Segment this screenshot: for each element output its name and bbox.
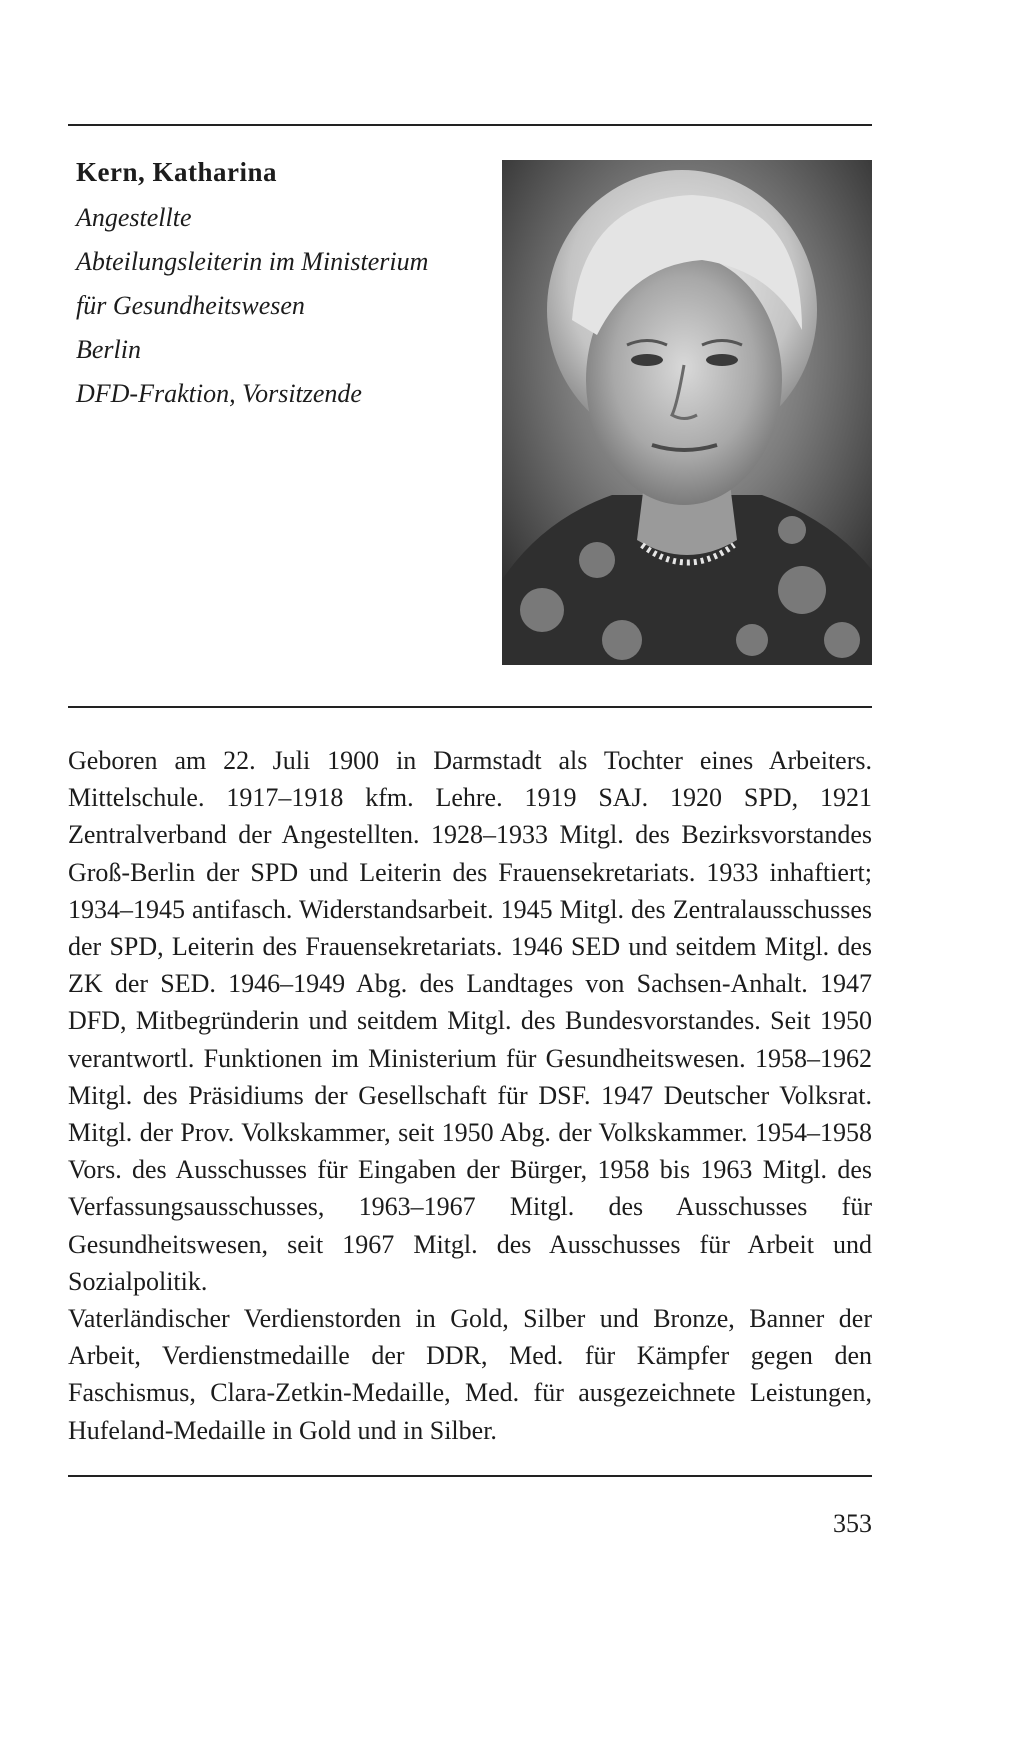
portrait-photo: [502, 160, 872, 665]
page-number: 353: [833, 1509, 872, 1538]
top-divider: [68, 124, 872, 126]
section-divider: [68, 706, 872, 708]
location: Berlin: [76, 335, 141, 364]
position-continued: für Gesundheitswesen: [76, 291, 305, 320]
position: Abteilungsleiterin im Ministerium: [76, 247, 429, 276]
biography-career-paragraph: Geboren am 22. Juli 1900 in Darmstadt als Tochter eines Arbeiters. Mittelschule. 1917–1918 kfm. Lehre. 1919 SAJ. 1920 SPD, 1921 Zentralverband der Angestellten. 1928–1933 Mitgl. des Bezirksvorstandes Groß-Berlin der SPD und Leiterin des Frauensekretariats. 1933 inhaftiert; 1934–1945 antifasch. Widerstandsarbeit. 1945 Mitgl. des Zentralausschusses der SPD, Leiterin des Frauensekretariats. 1946 SED und seitdem Mitgl. des ZK der SED. 1946–1949 Abg. des Landtages von Sachsen-Anhalt. 1947 DFD, Mitbegründerin und seitdem Mitgl. des Bundesvorstandes. Seit 1950 verantwortl. Funktionen im Ministerium für Gesundheitswesen. 1958–1962 Mitgl. des Präsidiums der Gesellschaft für DSF. 1947 Deutscher Volksrat. Mitgl. der Prov. Volkskammer, seit 1950 Abg. der Volkskammer. 1954–1958 Vors. des Ausschusses für Eingaben der Bürger, 1958 bis 1963 Mitgl. des Verfassungsausschusses, 1963–1967 Mitgl. des Ausschusses für Gesundheitswesen, seit 1967 Mitgl. des Ausschusses für Arbeit und Sozialpolitik.: [68, 746, 872, 1296]
faction: DFD-Fraktion, Vorsitzende: [76, 379, 362, 408]
entry-header: [76, 152, 486, 416]
bottom-divider: [68, 1475, 872, 1477]
biography-text: [68, 742, 872, 1449]
person-name: Kern, Katharina: [76, 157, 277, 187]
occupation: Angestellte: [76, 203, 192, 232]
biography-awards-paragraph: Vaterländischer Verdienstorden in Gold, Silber und Bronze, Banner der Arbeit, Verdienstmedaille der DDR, Med. für Kämpfer gegen den Faschismus, Clara-Zetkin-Medaille, Med. für ausgezeichnete Leistungen, Hufeland-Medaille in Gold und in Silber.: [68, 1304, 872, 1445]
